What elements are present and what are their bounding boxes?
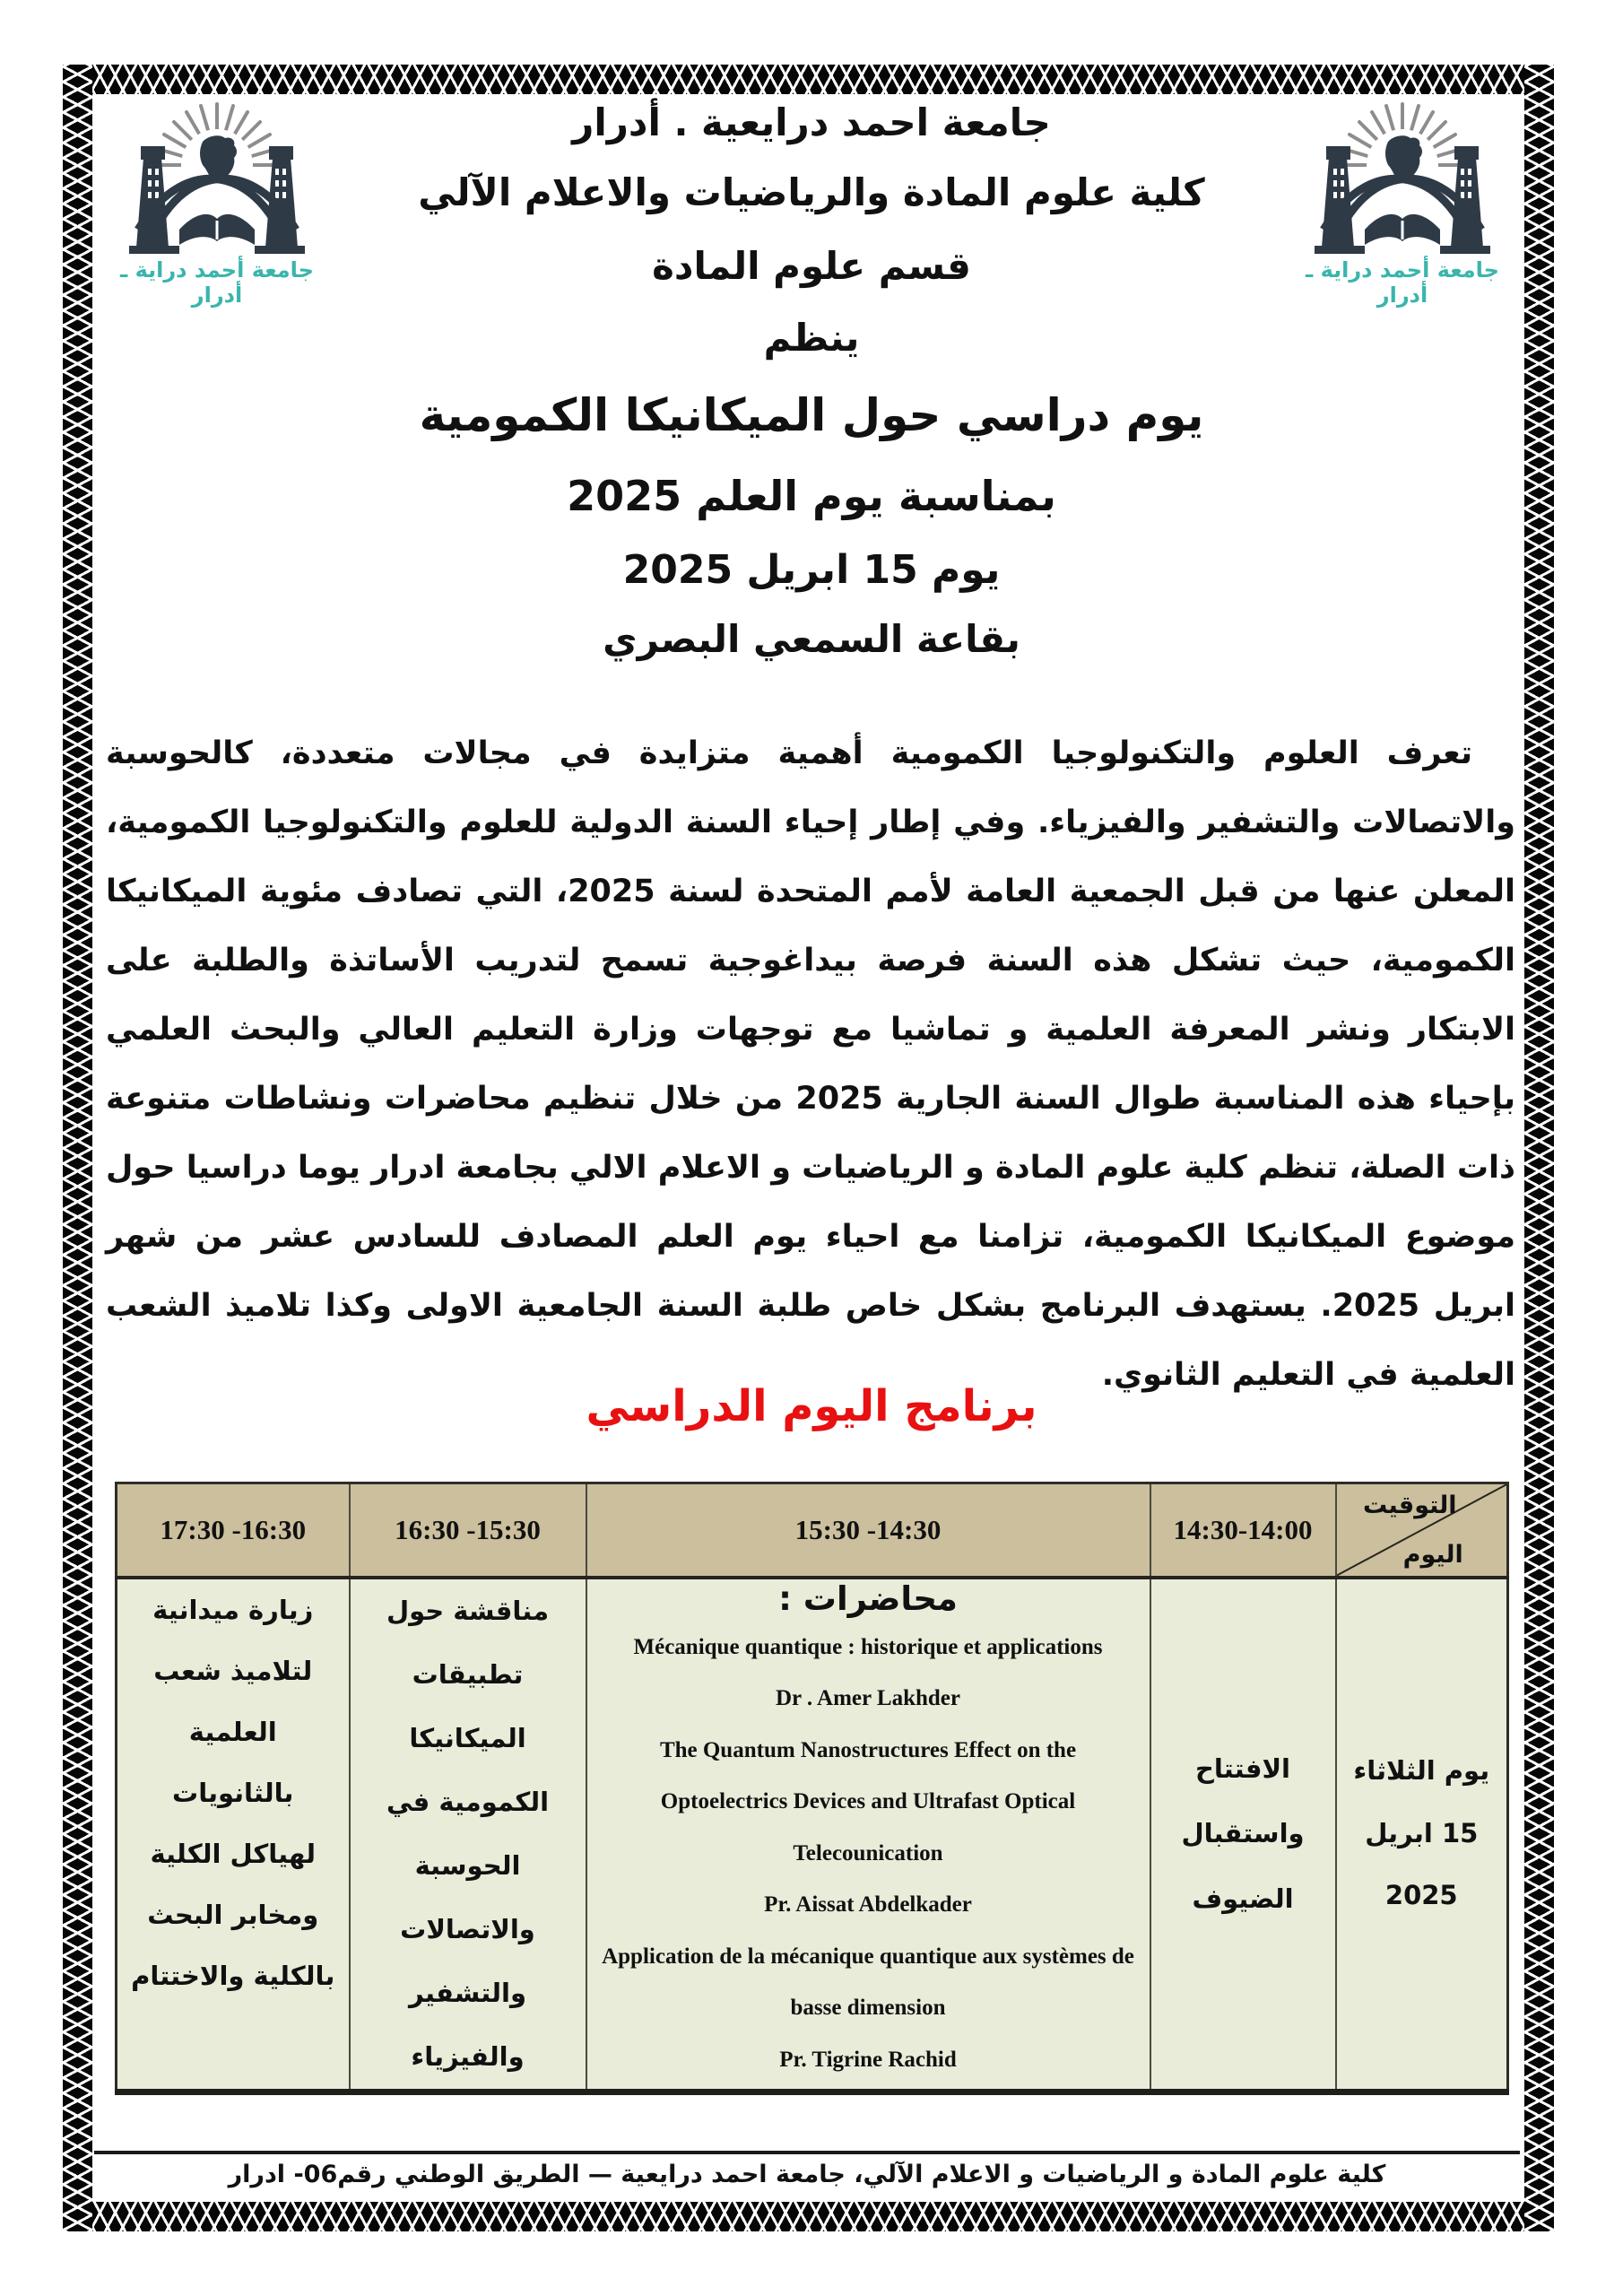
decorative-border-top <box>63 65 1554 94</box>
event-title: يوم دراسي حول الميكانيكا الكمومية <box>419 389 1204 441</box>
day-cell: يوم الثلاثاء 15 ابريل 2025 <box>1336 1578 1508 2092</box>
lectures-list <box>598 1622 1139 2086</box>
lecture-line: Dr . Amer Lakhder <box>775 1686 961 1710</box>
faculty-name: كلية علوم المادة والرياضيات والاعلام الآلي <box>418 170 1205 214</box>
intro-paragraph: تعرف العلوم والتكنولوجيا الكمومية أهمية متزايدة في مجالات متعددة، كالحوسبة والاتصالات والتشفير والفيزياء. وفي إطار إحياء السنة الدولية للعلوم والتكنولوجيا الكمومية، المعلن عنها من قبل الجمعية العامة لأمم المتحدة لسنة 2025، التي تصادف مئوية الميكانيكا الكمومية، حيث تشكل هذه السنة فرصة بيداغوجية تسمح لتدريب الأساتذة والطلبة على الابتكار ونشر المعرفة العلمية و تماشيا مع توجهات وزارة التعليم العالي والبحث العلمي بإحياء هذه المناسبة طوال السنة الجارية 2025 من خلال تنظيم محاضرات ونشاطات متنوعة ذات الصلة، تنظم كلية علوم المادة و الرياضيات و الاعلام الالي بجامعة ادرار يوما دراسيا حول موضوع الميكانيكا الكمومية، تزامنا مع احياء يوم العلم المصادف للسادس عشر من شهر ابريل 2025. يستهدف البرنامج بشكل خاص طلبة السنة الجامعية الاولى وكذا تلاميذ الشعب العلمية في التعليم الثانوي. <box>106 735 1515 1393</box>
logo-caption: جامعة أحمد دراية ـ أدرار <box>1306 257 1499 308</box>
lecture-line: Pr. Tigrine Rachid <box>779 2047 957 2072</box>
footer-address: كلية علوم المادة و الرياضيات و الاعلام الآلي، جامعة احمد درايعية — الطريق الوطني رقم06- ادرار <box>228 2161 1386 2188</box>
time-header-1: 14:30-14:00 <box>1150 1483 1336 1578</box>
lectures-title: محاضرات : <box>778 1578 958 1618</box>
lectures-cell <box>586 1578 1150 2092</box>
corner-label-day: اليوم <box>1402 1540 1463 1569</box>
table-header-row <box>117 1483 1508 1578</box>
discussion-cell: مناقشة حول تطبيقات الميكانيكا الكمومية في الحوسبة والاتصالات والتشفير والفيزياء <box>350 1578 586 2092</box>
footer <box>94 2151 1520 2188</box>
program-table <box>115 1482 1509 2095</box>
program-heading: برنامج اليوم الدراسي <box>586 1381 1037 1431</box>
opening-cell: الافتتاح واستقبال الضيوف <box>1150 1578 1336 2092</box>
event-occasion: بمناسبة يوم العلم 2025 <box>567 472 1056 520</box>
time-header-3: 16:30 -15:30 <box>350 1483 586 1578</box>
visit-cell: زيارة ميدانية لتلاميذ شعب العلمية بالثانويات لهياكل الكلية ومخابر البحث بالكلية والاختتام <box>117 1578 350 2092</box>
table-body-row <box>117 1578 1508 2092</box>
lecture-line: Application de la mécanique quantique aux systèmes de basse dimension <box>602 1944 1134 2020</box>
lecture-line: Mécanique quantique : historique et applications <box>633 1634 1103 1659</box>
time-header-4: 17:30 -16:30 <box>117 1483 350 1578</box>
corner-header-cell <box>1336 1483 1508 1578</box>
department-name: قسم علوم المادة <box>652 244 971 288</box>
corner-label-timing: التوقيت <box>1362 1492 1457 1519</box>
decorative-border-bottom <box>63 2202 1554 2231</box>
lecture-line: Pr. Aissat Abdelkader <box>764 1892 972 1917</box>
time-header-2: 15:30 -14:30 <box>586 1483 1150 1578</box>
event-venue: بقاعة السمعي البصري <box>603 617 1020 661</box>
organizes-label: ينظم <box>763 316 860 360</box>
lecture-line: The Quantum Nanostructures Effect on the Optoelectrics Devices and Ultrafast Optical Telecounication <box>659 1737 1077 1866</box>
logo-caption: جامعة أحمد دراية ـ أدرار <box>120 257 314 308</box>
university-name: جامعة احمد درايعية . أدرار <box>572 100 1051 144</box>
event-date: يوم 15 ابريل 2025 <box>622 547 1001 593</box>
